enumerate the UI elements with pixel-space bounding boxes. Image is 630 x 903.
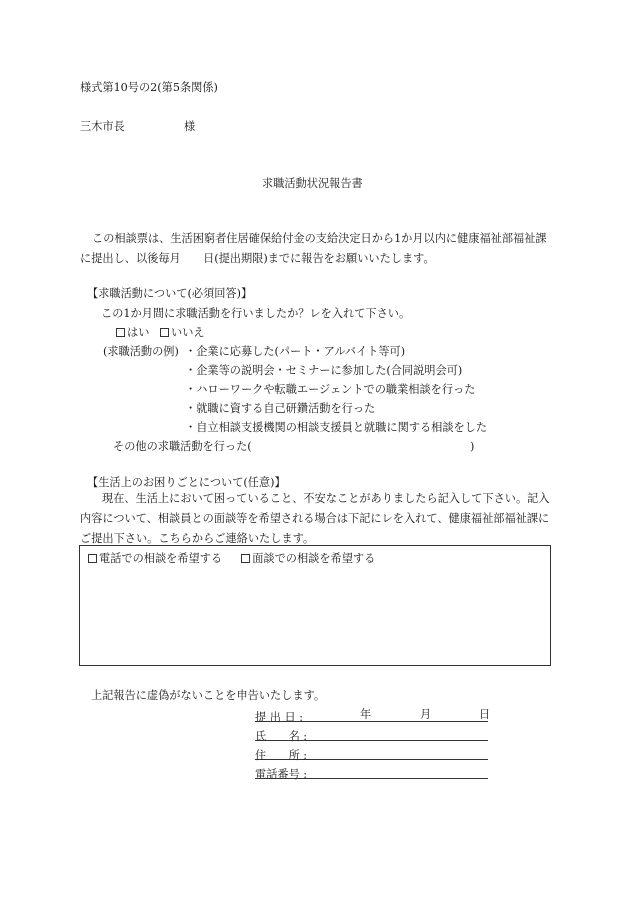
no-option[interactable] <box>160 327 205 338</box>
address-label: 住 所 : <box>255 749 308 762</box>
phone-option-label: 電話での相談を希望する <box>99 552 223 565</box>
form-number: 様式第10号の2(第5条関係) <box>80 81 218 94</box>
yes-label: はい <box>127 326 150 339</box>
job-section-header: 【求職活動について(必須回答)】 <box>87 287 253 300</box>
date-label: 提 出 日 : <box>255 711 304 724</box>
addressee-honorific: 様 <box>184 120 196 133</box>
phone-checkbox[interactable] <box>88 554 97 563</box>
addressee-name: 三木市長 <box>80 120 125 133</box>
no-label: いいえ <box>171 326 205 339</box>
other-activity-close: ) <box>470 440 475 453</box>
phone-option[interactable] <box>88 552 222 565</box>
no-checkbox[interactable] <box>160 328 169 337</box>
address-field[interactable] <box>255 759 488 760</box>
year-label: 年 <box>360 708 372 721</box>
examples-label: (求職活動の例) <box>103 345 179 358</box>
example-item: ・ハローワークや転職エージェントでの職業相談を行った <box>185 383 476 396</box>
name-label: 氏 名 : <box>255 730 308 743</box>
life-section-body: 現在、生活上において困っていること、不安なことがありましたら記入して下さい。記入内容について、相談員との面談等を希望される場合は下記にレを入れて、健康福祉部福祉課にご提出下さい。こちらからご連絡いたします。 <box>80 492 550 545</box>
phone-label: 電話番号 : <box>255 768 308 781</box>
intro-paragraph: この相談票は、生活困窮者住居確保給付金の支給決定日から1か月以内に健康福祉部福祉課に提出し、以後毎月 日(提出期限)までに報告をお願いいたします。 <box>80 232 547 265</box>
example-item: ・就職に資する自己研鑽活動を行った <box>185 402 376 415</box>
yes-option[interactable] <box>116 327 149 338</box>
month-label: 月 <box>420 708 432 721</box>
job-question: この1か月間に求職活動を行いましたか？レを入れて下さい。 <box>101 307 411 320</box>
consultation-options <box>88 550 375 566</box>
date-field[interactable] <box>255 721 488 722</box>
declaration: 上記報告に虚偽がないことを申告いたします。 <box>91 689 326 702</box>
interview-checkbox[interactable] <box>241 554 250 563</box>
document-title: 求職活動状況報告書 <box>262 177 363 190</box>
yes-checkbox[interactable] <box>116 328 125 337</box>
example-item: ・企業に応募した(パート・アルバイト等可) <box>185 345 406 358</box>
example-item: ・自立相談支援機関の相談支援員と就職に関する相談をした <box>185 421 488 434</box>
interview-option[interactable] <box>241 552 375 565</box>
day-label: 日 <box>479 708 491 721</box>
example-item: ・企業等の説明会・セミナーに参加した(合同説明会可) <box>185 364 463 377</box>
consultation-box[interactable] <box>79 545 551 666</box>
interview-option-label: 面談での相談を希望する <box>252 552 376 565</box>
life-section-header: 【生活上のお困りごとについて(任意)】 <box>87 476 286 489</box>
other-activity-label: その他の求職活動を行った( <box>113 440 252 453</box>
name-field[interactable] <box>255 740 488 741</box>
phone-field[interactable] <box>255 778 488 779</box>
